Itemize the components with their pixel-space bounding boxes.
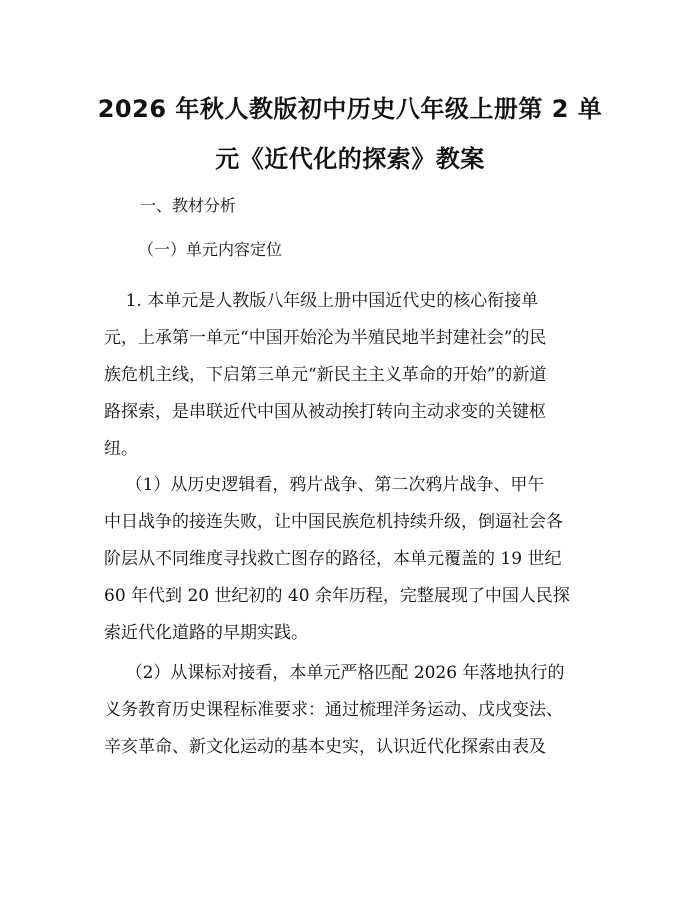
paragraph-line: 族危机主线，下启第三单元“新民主主义革命的开始”的新道: [104, 365, 547, 385]
title-line-1: 2026 年秋人教版初中历史八年级上册第 2 单: [97, 95, 603, 123]
paragraph-line: 纽。: [104, 439, 138, 459]
paragraph-line: （2）从课标对接看，本单元严格匹配 2026 年落地执行的: [104, 663, 565, 683]
paragraph-line: 阶层从不同维度寻找救亡图存的路径，本单元覆盖的 19 世纪: [104, 549, 562, 569]
paragraph-line: 路探索，是串联近代中国从被动挨打转向主动求变的关键枢: [104, 402, 546, 422]
paragraph-1: [104, 283, 604, 468]
paragraph-line: 1. 本单元是人教版八年级上册中国近代史的核心衔接单: [104, 291, 539, 311]
paragraph-2: [104, 467, 604, 652]
paragraph-line: 60 年代到 20 世纪初的 40 余年历程，完整展现了中国人民探: [104, 586, 570, 606]
section-heading: 一、教材分析: [140, 196, 237, 215]
paragraph-3: [104, 655, 604, 766]
subsection-heading: （一）单元内容定位: [138, 240, 283, 259]
paragraph-line: （1）从历史逻辑看，鸦片战争、第二次鸦片战争、甲午: [104, 475, 545, 495]
title-line-2: 元《近代化的探索》教案: [215, 145, 485, 173]
document-title: [95, 84, 605, 184]
paragraph-line: 义务教育历史课程标准要求：通过梳理洋务运动、戊戌变法、: [104, 700, 563, 720]
paragraph-line: 辛亥革命、新文化运动的基本史实，认识近代化探索由表及: [104, 737, 546, 757]
paragraph-line: 索近代化道路的早期实践。: [104, 623, 308, 643]
paragraph-line: 元，上承第一单元“中国开始沦为半殖民地半封建社会”的民: [104, 328, 547, 348]
paragraph-line: 中日战争的接连失败，让中国民族危机持续升级，倒逼社会各: [104, 512, 563, 532]
